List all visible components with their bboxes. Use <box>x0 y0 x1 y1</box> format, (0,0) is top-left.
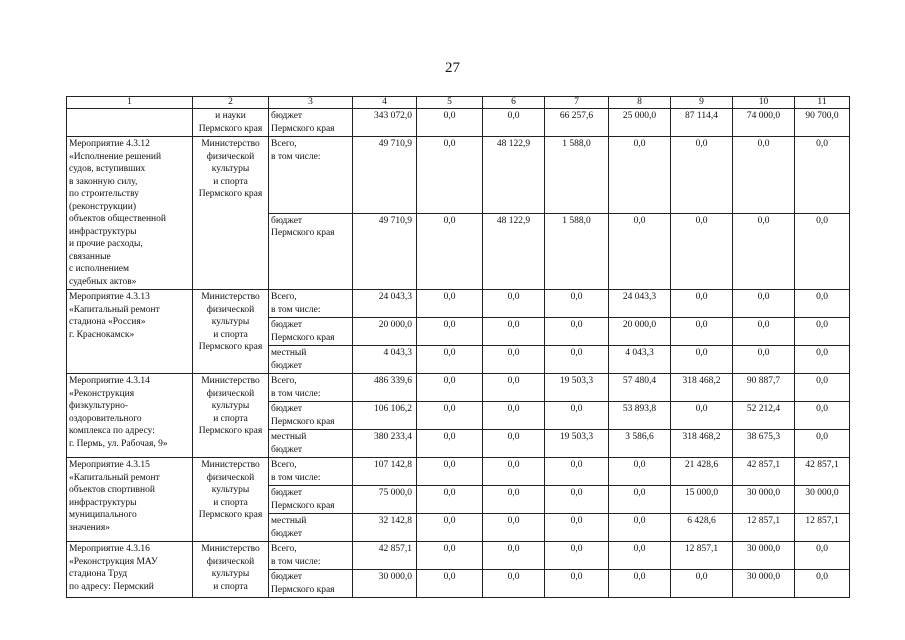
value-cell: 0,0 <box>733 318 795 346</box>
org-cell: и науки Пермского края <box>193 109 269 137</box>
value-cell: 0,0 <box>417 402 483 430</box>
value-cell: 19 503,3 <box>545 430 609 458</box>
page-number: 27 <box>445 60 460 76</box>
value-cell: 0,0 <box>417 137 483 214</box>
source-cell: бюджет Пермского края <box>269 213 353 290</box>
value-cell: 20 000,0 <box>609 318 671 346</box>
value-cell: 0,0 <box>417 374 483 402</box>
value-cell: 318 468,2 <box>671 430 733 458</box>
value-cell: 0,0 <box>417 318 483 346</box>
value-cell: 24 043,3 <box>609 290 671 318</box>
value-cell: 0,0 <box>609 514 671 542</box>
value-cell: 42 857,1 <box>795 458 850 486</box>
value-cell: 30 000,0 <box>733 542 795 570</box>
value-cell: 0,0 <box>545 318 609 346</box>
value-cell: 0,0 <box>483 542 545 570</box>
value-cell: 0,0 <box>483 486 545 514</box>
value-cell: 0,0 <box>795 542 850 570</box>
header-cell: 1 <box>67 97 193 109</box>
measure-cell <box>67 109 193 137</box>
value-cell: 0,0 <box>671 570 733 598</box>
value-cell: 0,0 <box>483 290 545 318</box>
value-cell: 0,0 <box>545 514 609 542</box>
value-cell: 0,0 <box>545 570 609 598</box>
value-cell: 107 142,8 <box>353 458 417 486</box>
source-cell: местный бюджет <box>269 346 353 374</box>
header-cell: 2 <box>193 97 269 109</box>
value-cell: 0,0 <box>671 290 733 318</box>
value-cell: 38 675,3 <box>733 430 795 458</box>
value-cell: 0,0 <box>795 430 850 458</box>
value-cell: 0,0 <box>417 213 483 290</box>
value-cell: 4 043,3 <box>353 346 417 374</box>
source-cell: бюджет Пермского края <box>269 109 353 137</box>
header-cell: 7 <box>545 97 609 109</box>
value-cell: 0,0 <box>795 402 850 430</box>
value-cell: 0,0 <box>417 346 483 374</box>
value-cell: 0,0 <box>671 346 733 374</box>
value-cell: 0,0 <box>545 346 609 374</box>
measure-cell: Мероприятие 4.3.12 «Исполнение решений судов, вступивших в законную силу, по строительству (реконструкции) объектов общественной инфраструктуры и прочие расходы, связанные с исполнением судебных актов» <box>67 137 193 290</box>
value-cell: 21 428,6 <box>671 458 733 486</box>
value-cell: 0,0 <box>483 570 545 598</box>
value-cell: 0,0 <box>483 374 545 402</box>
value-cell: 0,0 <box>483 430 545 458</box>
value-cell: 0,0 <box>483 514 545 542</box>
value-cell: 0,0 <box>795 374 850 402</box>
value-cell: 0,0 <box>483 346 545 374</box>
value-cell: 12 857,1 <box>671 542 733 570</box>
value-cell: 0,0 <box>417 290 483 318</box>
value-cell: 0,0 <box>671 318 733 346</box>
value-cell: 87 114,4 <box>671 109 733 137</box>
header-cell: 6 <box>483 97 545 109</box>
value-cell: 0,0 <box>733 213 795 290</box>
header-cell: 11 <box>795 97 850 109</box>
header-cell: 4 <box>353 97 417 109</box>
value-cell: 0,0 <box>417 514 483 542</box>
value-cell: 0,0 <box>545 542 609 570</box>
source-cell: Всего, в том числе: <box>269 290 353 318</box>
value-cell: 52 212,4 <box>733 402 795 430</box>
value-cell: 318 468,2 <box>671 374 733 402</box>
value-cell: 30 000,0 <box>353 570 417 598</box>
value-cell: 0,0 <box>671 213 733 290</box>
measure-cell: Мероприятие 4.3.15 «Капитальный ремонт объектов спортивной инфраструктуры муниципального значения» <box>67 458 193 542</box>
value-cell: 0,0 <box>609 486 671 514</box>
value-cell: 0,0 <box>417 458 483 486</box>
value-cell: 75 000,0 <box>353 486 417 514</box>
value-cell: 30 000,0 <box>733 570 795 598</box>
org-cell: Министерство физической культуры и спорта <box>193 542 269 598</box>
value-cell: 0,0 <box>609 458 671 486</box>
value-cell: 30 000,0 <box>733 486 795 514</box>
table-row <box>67 374 850 402</box>
value-cell: 0,0 <box>733 290 795 318</box>
table-row <box>67 290 850 318</box>
value-cell: 0,0 <box>545 458 609 486</box>
org-cell: Министерство физической культуры и спорта Пермского края <box>193 458 269 542</box>
value-cell: 380 233,4 <box>353 430 417 458</box>
value-cell: 0,0 <box>417 542 483 570</box>
table-row <box>67 458 850 486</box>
value-cell: 0,0 <box>609 137 671 214</box>
value-cell: 0,0 <box>417 486 483 514</box>
value-cell: 48 122,9 <box>483 213 545 290</box>
header-cell: 3 <box>269 97 353 109</box>
value-cell: 6 428,6 <box>671 514 733 542</box>
value-cell: 4 043,3 <box>609 346 671 374</box>
value-cell: 24 043,3 <box>353 290 417 318</box>
org-cell: Министерство физической культуры и спорта Пермского края <box>193 290 269 374</box>
measure-cell: Мероприятие 4.3.16 «Реконструкция МАУ стадиона Труд по адресу: Пермский <box>67 542 193 598</box>
value-cell: 0,0 <box>545 402 609 430</box>
header-cell: 9 <box>671 97 733 109</box>
value-cell: 0,0 <box>483 402 545 430</box>
value-cell: 20 000,0 <box>353 318 417 346</box>
value-cell: 0,0 <box>417 570 483 598</box>
value-cell: 49 710,9 <box>353 137 417 214</box>
value-cell: 0,0 <box>609 542 671 570</box>
value-cell: 0,0 <box>795 137 850 214</box>
value-cell: 42 857,1 <box>353 542 417 570</box>
value-cell: 343 072,0 <box>353 109 417 137</box>
value-cell: 106 106,2 <box>353 402 417 430</box>
value-cell: 0,0 <box>483 318 545 346</box>
source-cell: бюджет Пермского края <box>269 402 353 430</box>
value-cell: 0,0 <box>545 290 609 318</box>
value-cell: 1 588,0 <box>545 213 609 290</box>
source-cell: местный бюджет <box>269 514 353 542</box>
value-cell: 32 142,8 <box>353 514 417 542</box>
source-cell: Всего, в том числе: <box>269 458 353 486</box>
value-cell: 0,0 <box>417 109 483 137</box>
source-cell: Всего, в том числе: <box>269 137 353 214</box>
value-cell: 0,0 <box>483 109 545 137</box>
value-cell: 0,0 <box>733 137 795 214</box>
value-cell: 0,0 <box>733 346 795 374</box>
value-cell: 0,0 <box>671 137 733 214</box>
value-cell: 0,0 <box>795 346 850 374</box>
source-cell: местный бюджет <box>269 430 353 458</box>
value-cell: 1 588,0 <box>545 137 609 214</box>
budget-table <box>66 96 850 598</box>
header-cell: 10 <box>733 97 795 109</box>
value-cell: 0,0 <box>795 570 850 598</box>
value-cell: 66 257,6 <box>545 109 609 137</box>
value-cell: 48 122,9 <box>483 137 545 214</box>
value-cell: 15 000,0 <box>671 486 733 514</box>
header-cell: 8 <box>609 97 671 109</box>
value-cell: 0,0 <box>417 430 483 458</box>
source-cell: бюджет Пермского края <box>269 318 353 346</box>
value-cell: 90 887,7 <box>733 374 795 402</box>
value-cell: 49 710,9 <box>353 213 417 290</box>
header-row <box>67 97 850 109</box>
org-cell: Министерство физической культуры и спорта Пермского края <box>193 374 269 458</box>
org-cell: Министерство физической культуры и спорта Пермского края <box>193 137 269 290</box>
value-cell: 53 893,8 <box>609 402 671 430</box>
value-cell: 42 857,1 <box>733 458 795 486</box>
value-cell: 0,0 <box>545 486 609 514</box>
value-cell: 0,0 <box>795 318 850 346</box>
value-cell: 0,0 <box>483 458 545 486</box>
value-cell: 74 000,0 <box>733 109 795 137</box>
value-cell: 3 586,6 <box>609 430 671 458</box>
measure-cell: Мероприятие 4.3.13 «Капитальный ремонт стадиона «Россия» г. Краснокамск» <box>67 290 193 374</box>
value-cell: 90 700,0 <box>795 109 850 137</box>
value-cell: 0,0 <box>795 290 850 318</box>
value-cell: 0,0 <box>609 570 671 598</box>
value-cell: 0,0 <box>671 402 733 430</box>
value-cell: 486 339,6 <box>353 374 417 402</box>
source-cell: бюджет Пермского края <box>269 486 353 514</box>
value-cell: 25 000,0 <box>609 109 671 137</box>
value-cell: 12 857,1 <box>733 514 795 542</box>
value-cell: 12 857,1 <box>795 514 850 542</box>
header-cell: 5 <box>417 97 483 109</box>
source-cell: Всего, в том числе: <box>269 374 353 402</box>
source-cell: бюджет Пермского края <box>269 570 353 598</box>
value-cell: 0,0 <box>609 213 671 290</box>
value-cell: 57 480,4 <box>609 374 671 402</box>
measure-cell: Мероприятие 4.3.14 «Реконструкция физкультурно- оздоровительного комплекса по адресу: г. Пермь, ул. Рабочая, 9» <box>67 374 193 458</box>
value-cell: 19 503,3 <box>545 374 609 402</box>
value-cell: 0,0 <box>795 213 850 290</box>
table-row <box>67 137 850 214</box>
continuation-row <box>67 109 850 137</box>
table-row <box>67 542 850 570</box>
source-cell: Всего, в том числе: <box>269 542 353 570</box>
value-cell: 30 000,0 <box>795 486 850 514</box>
